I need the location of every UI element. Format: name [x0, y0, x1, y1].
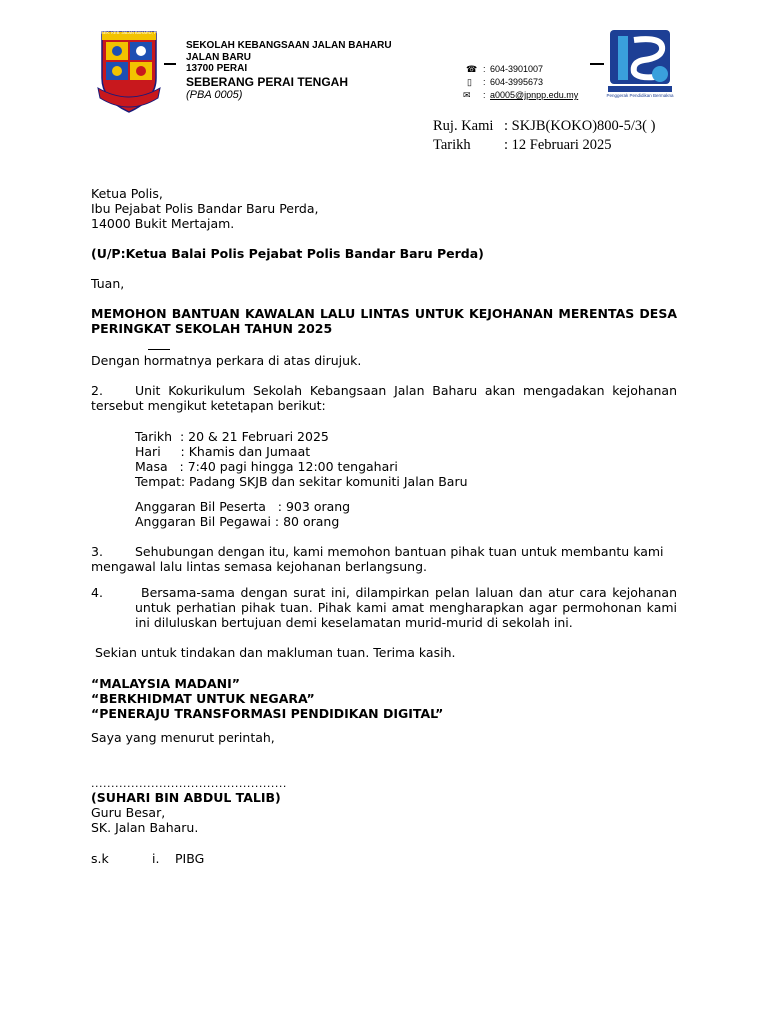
phone-separator: : [483, 64, 486, 74]
slogan-2: “BERKHIDMAT UNTUK NEGARA” [91, 691, 315, 706]
closing-line: Sekian untuk tindakan dan makluman tuan. Terima kasih. [95, 645, 456, 660]
school-crest-caption: SEK. KEB. JALAN BAHARU, PERAI [101, 30, 166, 35]
paragraph-1: Dengan hormatnya perkara di atas dirujuk. [91, 353, 362, 368]
detail-peserta: Anggaran Bil Peserta : 903 orang [135, 499, 351, 514]
detail-tempat: Tempat: Padang SKJB dan sekitar komuniti Jalan Baru [135, 474, 468, 489]
paragraph-3-line-1: Sehubungan dengan itu, kami memohon bantuan pihak tuan untuk membantu kami [135, 544, 664, 559]
paragraph-2-number: 2. [91, 383, 103, 398]
school-crest [96, 28, 166, 114]
signatory-name: (SUHARI BIN ABDUL TALIB) [91, 790, 281, 805]
date-label: Tarikh [433, 137, 471, 153]
signatory-school: SK. Jalan Baharu. [91, 820, 199, 835]
school-district: SEBERANG PERAI TENGAH [186, 75, 349, 89]
date-value: : 12 Februari 2025 [504, 137, 612, 153]
school-street: JALAN BARU [186, 52, 251, 63]
subject-line-1: MEMOHON BANTUAN KAWALAN LALU LINTAS UNTUK KEJOHANAN MERENTAS DESA [91, 306, 677, 321]
signoff: Saya yang menurut perintah, [91, 730, 275, 745]
paragraph-2 [91, 383, 677, 413]
fax-icon: ▯ [467, 77, 472, 87]
envelope-icon: ✉ [463, 90, 471, 100]
recipient-line-3: 14000 Bukit Mertajam. [91, 216, 235, 231]
fax-number: 604-3995673 [490, 77, 544, 87]
attention-line: (U/P:Ketua Balai Polis Pejabat Polis Bandar Baru Perda) [91, 246, 484, 261]
salutation: Tuan, [91, 276, 125, 291]
detail-tarikh: Tarikh : 20 & 21 Februari 2025 [135, 429, 329, 444]
paragraph-3-line-2: mengawal lalu lintas semasa kejohanan berlangsung. [91, 559, 427, 574]
detail-pegawai: Anggaran Bil Pegawai : 80 orang [135, 514, 340, 529]
recipient-line-1: Ketua Polis, [91, 186, 163, 201]
signatory-title: Guru Besar, [91, 805, 166, 820]
school-postcode: 13700 PERAI [186, 63, 248, 74]
detail-masa: Masa : 7:40 pagi hingga 12:00 tengahari [135, 459, 398, 474]
phone-number: 604-3901007 [490, 64, 544, 74]
school-code: (PBA 0005) [186, 89, 243, 101]
email-link[interactable]: a0005@jpnpp.edu.my [490, 90, 579, 100]
slogan-3: “PENERAJU TRANSFORMASI PENDIDIKAN DIGITAL” [91, 706, 444, 721]
paragraph-4-text: Bersama-sama dengan surat ini, dilampirkan pelan laluan dan atur cara kejohanan untuk perhatian pihak tuan. Pihak kami amat mengharapkan agar permohonan kami ini diluluskan bertujuan demi keselamatan murid-murid di sekolah ini. [135, 585, 677, 630]
signature-line: ................................................. [91, 777, 287, 790]
subject-underline [148, 349, 170, 350]
cc-label: s.k [91, 851, 109, 866]
paragraph-2-text: Unit Kokurikulum Sekolah Kebangsaan Jalan Baharu akan mengadakan kejohanan tersebut mengikut ketetapan berikut: [91, 383, 677, 413]
detail-hari: Hari : Khamis dan Jumaat [135, 444, 311, 459]
reference-value: : SKJB(KOKO)800-5/3( ) [504, 118, 656, 134]
fax-separator: : [483, 77, 486, 87]
paragraph-4-number: 4. [91, 585, 103, 600]
organization-logo-caption: Penggerak Pendidikan Bermakna [606, 93, 674, 98]
reference-label: Ruj. Kami [433, 118, 494, 134]
phone-icon: ☎ [466, 64, 478, 74]
cc-item: PIBG [175, 851, 205, 866]
header-dash-left [164, 63, 176, 65]
email-separator: : [483, 90, 486, 100]
slogan-1: “MALAYSIA MADANI” [91, 676, 240, 691]
cc-index: i. [152, 851, 160, 866]
subject-line-2: PERINGKAT SEKOLAH TAHUN 2025 [91, 321, 333, 336]
header-dash-right [590, 63, 604, 65]
school-name: SEKOLAH KEBANGSAAN JALAN BAHARU [186, 40, 392, 51]
recipient-line-2: Ibu Pejabat Polis Bandar Baru Perda, [91, 201, 319, 216]
organization-logo [604, 28, 676, 100]
paragraph-3-number: 3. [91, 544, 103, 559]
